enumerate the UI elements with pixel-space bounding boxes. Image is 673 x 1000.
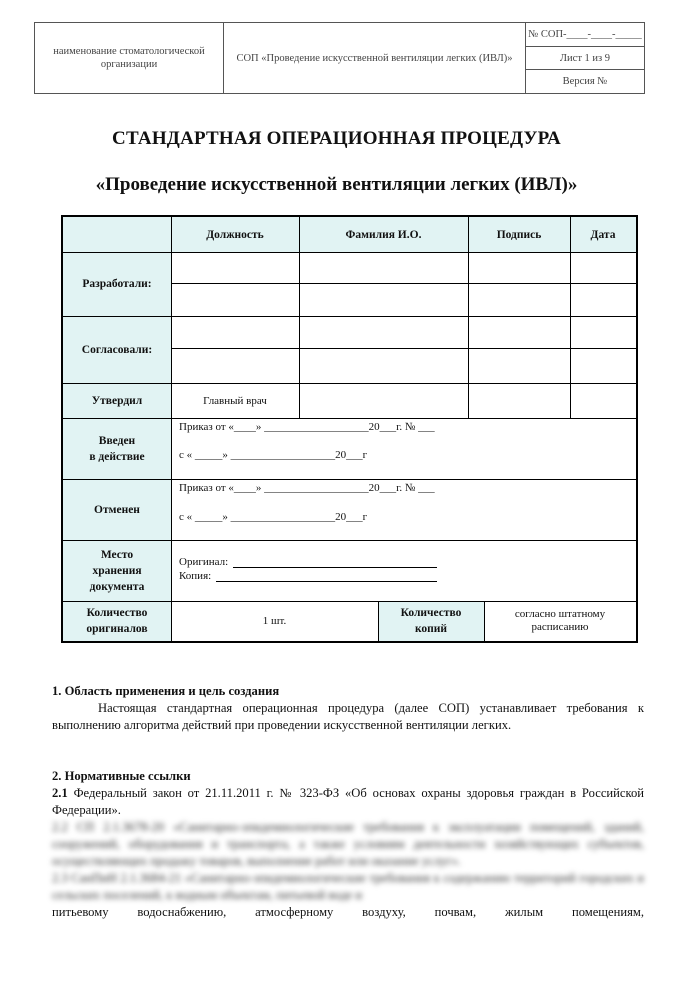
page-subtitle: «Проведение искусственной вентиляции легких (ИВЛ)» (95, 174, 578, 195)
row-originals-count-label: Количество оригиналов (86, 607, 148, 635)
section-2-last-line: питьевому водоснабжению, атмосферному воздуху, почвам, жилым помещениям, (52, 905, 644, 919)
originals-count-value: 1 шт. (262, 615, 287, 627)
approved-position-value: Главный врач (203, 394, 267, 407)
col-position-header: Должность (206, 228, 264, 241)
row-approved-label: Утвердил (91, 394, 143, 407)
section-1-text: Настоящая стандартная операционная процедура (далее СОП) устанавливает требования к выполнению алгоритма действий при проведении искусственной вентиляции легких. (52, 701, 644, 732)
page-title: СТАНДАРТНАЯ ОПЕРАЦИОННАЯ ПРОЦЕДУРА (112, 128, 561, 149)
copies-count-value: согласно штатному расписанию (514, 608, 606, 633)
section-2-heading: 2. Нормативные ссылки (52, 769, 191, 783)
section-2-1: 2.1 Федеральный закон от 21.11.2011 г. № 323-ФЗ «Об основах охраны здоровья граждан в Российской Федерации». (52, 786, 644, 817)
copy-line (216, 581, 437, 582)
row-copies-count-label: Количество копий (400, 607, 462, 635)
original-label: Оригинал: (179, 556, 437, 568)
sop-header-title: СОП «Проведение искусственной вентиляции легких (ИВЛ)» (224, 23, 526, 93)
row-cancelled-label: Отменен (94, 503, 140, 516)
row-developed-label: Разработали: (82, 278, 152, 290)
sop-meta (526, 23, 644, 93)
copy-label: Копия: (179, 570, 437, 582)
sheet-number: Лист 1 из 9 (526, 47, 644, 71)
row-storage-label: Место хранения документа (89, 548, 145, 593)
document-header (34, 22, 645, 94)
cancelled-order-line: Приказ от «____» ___________________20___г. № ___ (179, 482, 435, 494)
section-2-2-blurred: 2.2 СП 2.1.3678-20 «Санитарно-эпидемиологические требования к эксплуатации помещений, зданий, сооружений, оборудования и транспорта, а также условиям деятельности хозяйствующих субъектов, осуществляющих продажу товаров, выполнение работ или оказание услуг». (52, 820, 644, 868)
cancelled-date-line: с « _____» ___________________20___г (179, 511, 368, 523)
section-1-heading: 1. Область применения и цель создания (52, 684, 280, 698)
introduced-date-line: с « _____» ___________________20___г (179, 449, 368, 461)
sop-number: № СОП-____-____-_____ (526, 23, 644, 47)
organization-name: наименование стоматологической организации (35, 23, 224, 93)
approval-table (61, 215, 638, 643)
version-number: Версия № (562, 76, 608, 88)
section-1 (52, 683, 644, 734)
col-name-header: Фамилия И.О. (345, 228, 422, 241)
col-signature-header: Подпись (496, 228, 542, 241)
introduced-order-line: Приказ от «____» ___________________20___г. № ___ (179, 421, 435, 433)
row-agreed-label: Согласовали: (81, 343, 153, 356)
section-2-3-blurred: 2.3 СанПиН 2.1.3684-21 «Санитарно-эпидемиологические требования к содержанию территорий городских и сельских поселений, к водным объектам, питьевой воде и (52, 871, 644, 902)
section-2 (52, 768, 644, 921)
col-date-header: Дата (590, 228, 616, 241)
row-introduced-label: Введен в действие (89, 434, 145, 463)
original-line (233, 567, 437, 568)
